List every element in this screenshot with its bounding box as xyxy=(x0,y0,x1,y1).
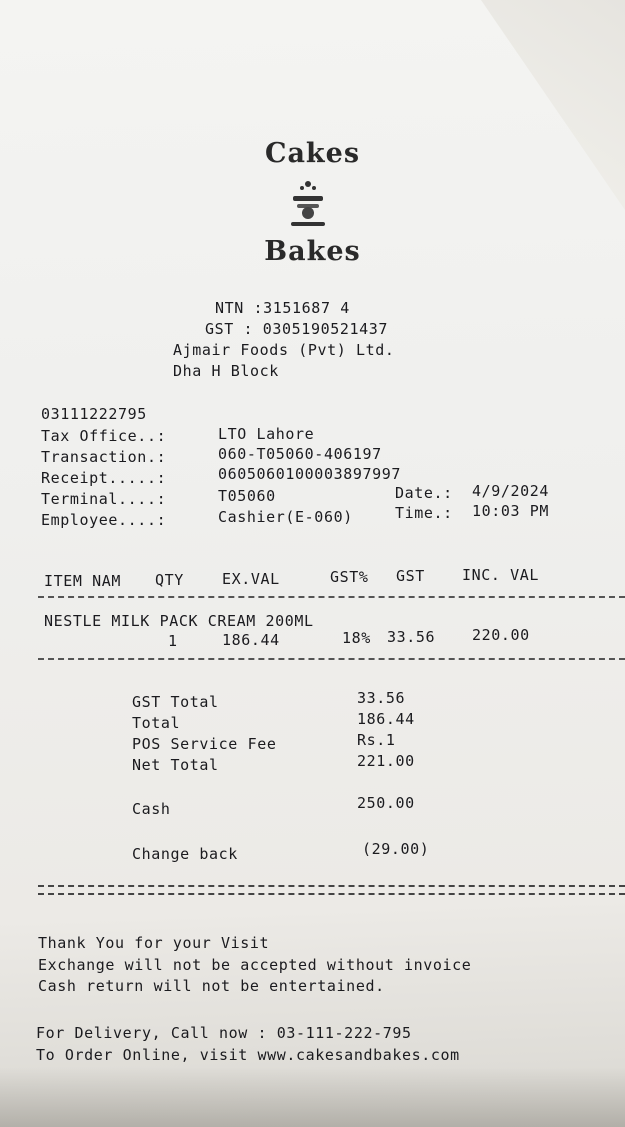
transaction-label: Transaction.: xyxy=(41,448,167,466)
item-gst-pct: 18% xyxy=(342,629,371,647)
divider xyxy=(38,658,625,660)
total-label: Total xyxy=(132,714,181,732)
date-label: Date.: xyxy=(395,484,453,502)
employee-label: Employee....: xyxy=(41,511,167,529)
terminal-value: T05060 xyxy=(218,487,276,505)
gst-total-value: 33.56 xyxy=(357,689,406,707)
company-name: Ajmair Foods (Pvt) Ltd. xyxy=(173,341,395,359)
ntn-line: NTN :3151687 4 xyxy=(215,299,350,317)
phone-number: 03111222795 xyxy=(41,405,147,423)
tax-office-value: LTO Lahore xyxy=(218,425,315,443)
item-gst: 33.56 xyxy=(387,628,436,646)
pos-fee-label: POS Service Fee xyxy=(132,735,277,753)
gst-total-label: GST Total xyxy=(132,693,219,711)
cash-value: 250.00 xyxy=(357,794,415,812)
logo-bottom-text: Bakes xyxy=(264,236,361,267)
online-order-info: To Order Online, visit www.cakesandbakes.com xyxy=(36,1046,460,1064)
col-inc-val: INC. VAL xyxy=(462,566,540,584)
branch-name: Dha H Block xyxy=(173,362,279,380)
bottom-shadow xyxy=(0,1067,625,1127)
thanks-message: Thank You for your Visit xyxy=(38,934,270,952)
transaction-value: 060-T05060-406197 xyxy=(218,445,382,463)
net-total-label: Net Total xyxy=(132,756,219,774)
cake-icon xyxy=(283,178,333,234)
tax-office-label: Tax Office..: xyxy=(41,427,167,445)
net-total-value: 221.00 xyxy=(357,752,415,770)
change-value: (29.00) xyxy=(362,840,430,858)
gst-line: GST : 0305190521437 xyxy=(205,320,388,338)
change-label: Change back xyxy=(132,845,238,863)
cash-label: Cash xyxy=(132,800,171,818)
item-ex-val: 186.44 xyxy=(222,631,280,649)
logo-top-text: Cakes xyxy=(264,138,361,169)
employee-value: Cashier(E-060) xyxy=(218,508,353,526)
receipt-value: 0605060100003897997 xyxy=(218,465,401,483)
cash-return-policy: Cash return will not be entertained. xyxy=(38,977,385,995)
receipt-label: Receipt.....: xyxy=(41,469,167,487)
col-qty: QTY xyxy=(155,571,184,589)
item-inc-val: 220.00 xyxy=(472,626,530,644)
double-divider xyxy=(38,885,625,895)
time-label: Time.: xyxy=(395,504,453,522)
time-value: 10:03 PM xyxy=(472,502,550,520)
col-gst-pct: GST% xyxy=(330,568,369,586)
total-value: 186.44 xyxy=(357,710,415,728)
exchange-policy: Exchange will not be accepted without invoice xyxy=(38,956,472,974)
delivery-info: For Delivery, Call now : 03-111-222-795 xyxy=(36,1024,412,1042)
col-item-name: ITEM NAM xyxy=(44,572,122,590)
item-qty: 1 xyxy=(168,632,178,650)
col-ex-val: EX.VAL xyxy=(222,570,280,588)
col-gst: GST xyxy=(396,567,425,585)
date-value: 4/9/2024 xyxy=(472,482,550,500)
divider xyxy=(38,596,625,598)
terminal-label: Terminal....: xyxy=(41,490,167,508)
pos-fee-value: Rs.1 xyxy=(357,731,396,749)
item-name: NESTLE MILK PACK CREAM 200ML xyxy=(44,612,314,630)
